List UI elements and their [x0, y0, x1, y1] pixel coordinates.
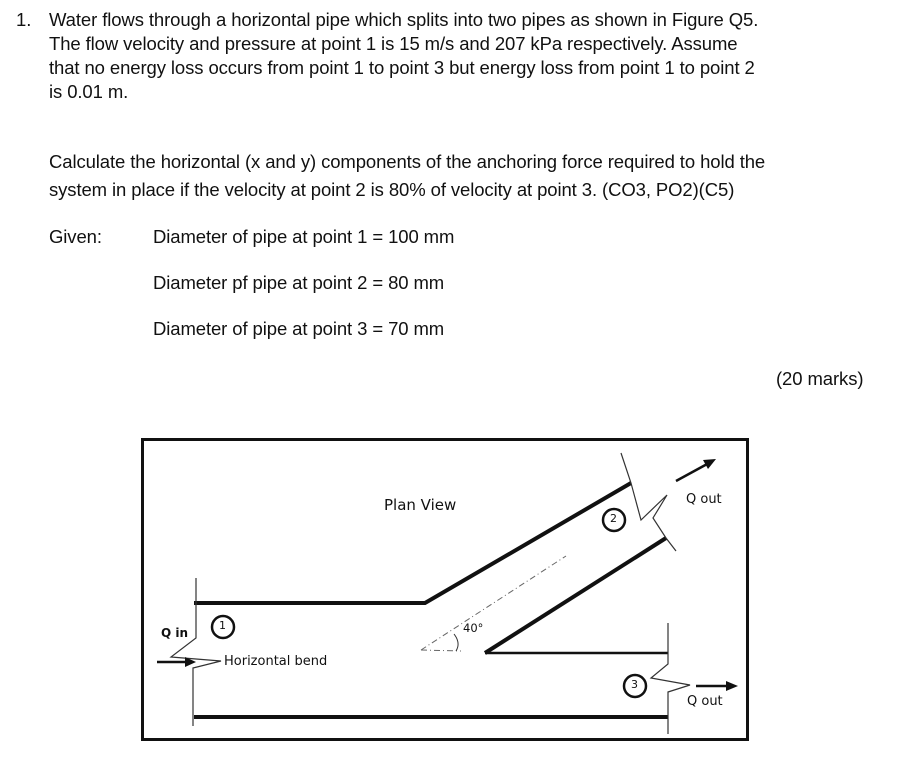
paragraph-1-line: The flow velocity and pressure at point 1 is 15 m/s and 207 kPa respectively. Assume — [49, 33, 738, 54]
given-item: Diameter pf pipe at point 2 = 80 mm — [153, 272, 445, 293]
outlet2-label: Q out — [686, 492, 722, 507]
bend-label: Horizontal bend — [224, 654, 328, 669]
paragraph-1-line: that no energy loss occurs from point 1 to point 3 but energy loss from point 1 to point 2 — [49, 57, 755, 78]
outlet3-label: Q out — [687, 694, 723, 709]
figure-q5 — [141, 438, 749, 741]
question-number: 1. — [16, 9, 32, 30]
given-label: Given: — [49, 226, 102, 247]
given-item: Diameter of pipe at point 3 = 70 mm — [153, 318, 445, 339]
paragraph-2-line: Calculate the horizontal (x and y) components of the anchoring force required to hold the — [49, 151, 766, 172]
angle-label: 40° — [463, 621, 484, 635]
point-1-label: 1 — [219, 619, 226, 632]
inlet-label: Q in — [161, 626, 189, 640]
given-item: Diameter of pipe at point 1 = 100 mm — [153, 226, 455, 247]
paragraph-2-line: system in place if the velocity at point 2 is 80% of velocity at point 3. (CO3, PO2)(C5) — [49, 179, 735, 200]
marks-label: (20 marks) — [776, 368, 864, 389]
figure-title: Plan View — [384, 496, 457, 514]
paragraph-1-line: Water flows through a horizontal pipe which splits into two pipes as shown in Figure Q5. — [49, 9, 759, 30]
point-2-label: 2 — [610, 512, 617, 525]
point-3-label: 3 — [631, 678, 638, 691]
paragraph-1-line: is 0.01 m. — [49, 81, 129, 102]
